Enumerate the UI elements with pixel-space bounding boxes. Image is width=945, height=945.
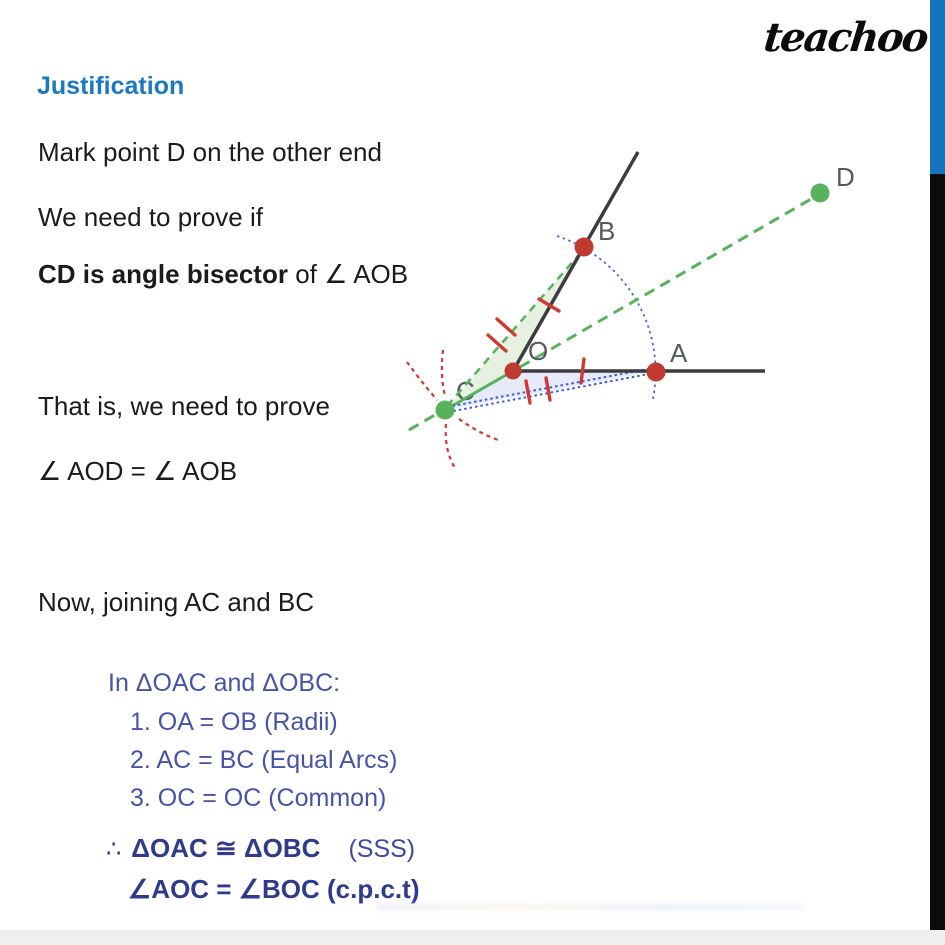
tick-cb-2	[497, 319, 515, 335]
point-label-o: O	[528, 336, 549, 366]
point-c	[436, 401, 455, 420]
proof-step-3: 3. OC = OC (Common)	[130, 784, 387, 812]
compass-arc-down-icon	[446, 424, 455, 468]
text-that-is-prove: That is, we need to prove	[38, 391, 330, 421]
point-b	[575, 238, 594, 257]
angle-bisector-construction-diagram	[380, 130, 880, 520]
text-joining-ac-bc: Now, joining AC and BC	[38, 587, 315, 617]
conclusion-reason-sss: (SSS)	[348, 835, 416, 863]
bisector-tail	[409, 412, 440, 430]
text-cd-is-angle-bisector	[38, 259, 408, 290]
right-edge-blue-bar	[930, 0, 945, 174]
right-edge-black-bar	[930, 174, 945, 945]
proof-step-1: 1. OA = OB (Radii)	[130, 708, 338, 736]
text-angle-equation: ∠ AOD = ∠ AOB	[38, 456, 238, 486]
text-cd-rest: of ∠ AOB	[287, 259, 409, 289]
text-mark-point-d: Mark point D on the other end	[38, 137, 382, 167]
bottom-gray-strip	[0, 930, 945, 945]
cropped-text-artifact	[375, 903, 805, 911]
point-label-c: C	[456, 376, 475, 406]
point-label-b: B	[598, 216, 616, 246]
point-label-d: D	[836, 162, 855, 192]
section-heading: Justification	[37, 72, 185, 100]
point-label-a: A	[670, 338, 688, 368]
compass-arc-upleft-icon	[407, 362, 437, 400]
proof-intro: In ΔOAC and ΔOBC:	[108, 669, 341, 697]
point-o	[505, 363, 522, 380]
proof-step-2: 2. AC = BC (Equal Arcs)	[130, 746, 398, 774]
point-d	[811, 184, 830, 203]
teachoo-logo: teachoo	[761, 14, 930, 61]
proof-conclusion-cpct: ∠AOC = ∠BOC (c.p.c.t)	[128, 874, 420, 904]
point-a	[647, 363, 666, 382]
compass-arc-downright-icon	[459, 419, 501, 441]
compass-arc-up-icon	[442, 350, 445, 396]
angle-rays	[513, 152, 765, 371]
conclusion-triangles: ΔOAC ≅ ΔOBC	[131, 833, 321, 863]
therefore-symbol: ∴	[106, 836, 122, 863]
point-labels	[528, 162, 855, 368]
text-cd-bold: CD is angle bisector	[38, 259, 288, 289]
proof-conclusion-congruence	[106, 833, 415, 864]
text-we-need-to-prove-if: We need to prove if	[38, 202, 263, 232]
